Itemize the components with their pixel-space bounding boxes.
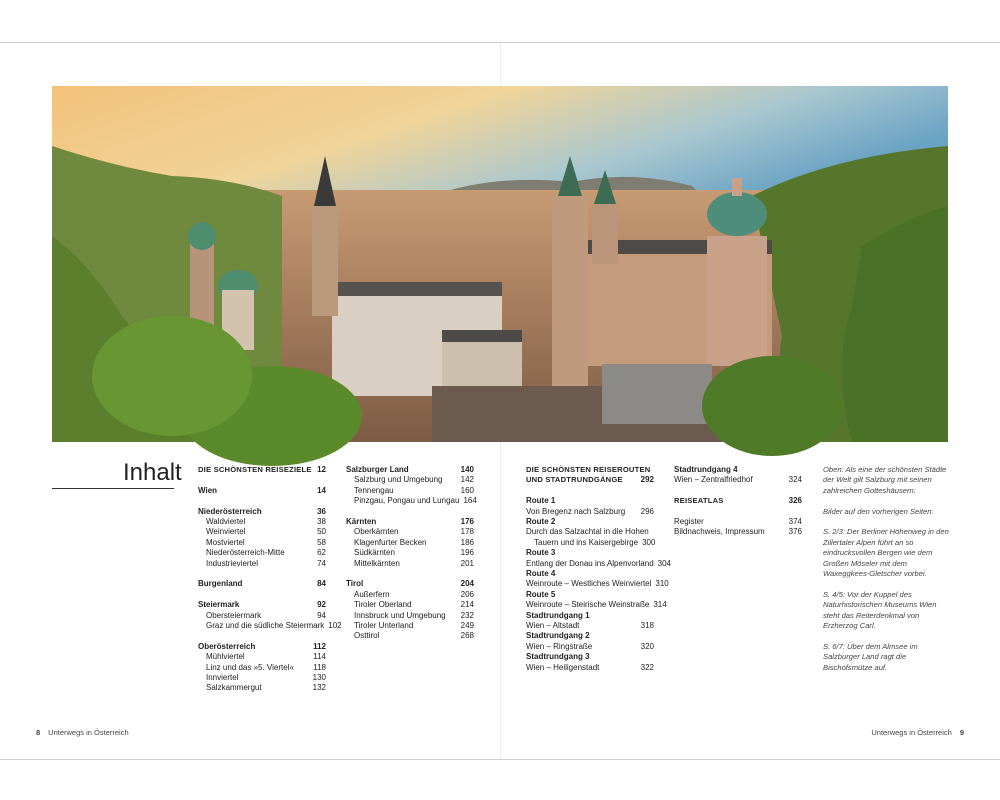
toc-entry-label: REISEATLAS: [674, 496, 724, 506]
toc-entry-page: 132: [312, 683, 326, 693]
toc-spacer: [526, 486, 654, 496]
toc-entry-label: DIE SCHÖNSTEN REISEROUTEN: [526, 465, 651, 474]
caption-paragraph: S. 4/5: Vor der Kuppel des Naturhistorischen Museums Wien steht das Reiterdenkmal von Erzherzog Carl.: [823, 589, 937, 631]
toc-entry-label: Route 4: [526, 569, 556, 579]
toc-entry[interactable]: [346, 496, 477, 506]
toc-spacer: [198, 631, 326, 641]
title-rule: [52, 488, 174, 489]
toc-entry-page: 74: [317, 558, 326, 568]
toc-entry-label: Mühlviertel: [206, 652, 245, 662]
toc-spacer: [674, 507, 802, 517]
toc-entry[interactable]: [198, 527, 326, 537]
toc-entry-label: Stadtrundgang 4: [674, 465, 738, 474]
toc-entry[interactable]: [198, 683, 326, 693]
toc-entry-page: 62: [317, 548, 326, 558]
toc-entry[interactable]: [526, 600, 667, 610]
toc-entry-page: 268: [460, 631, 474, 641]
toc-entry-label: DIE SCHÖNSTEN REISEZIELE: [198, 465, 312, 474]
toc-entry-page: 84: [317, 579, 326, 589]
toc-entry-label: Stadtrundgang 2: [526, 631, 590, 641]
toc-entry[interactable]: [198, 548, 326, 558]
toc-entry[interactable]: [346, 465, 474, 475]
toc-entry-label: Route 2: [526, 517, 556, 527]
toc-spacer: [198, 475, 326, 485]
toc-entry-label: Bildnachweis, Impressum: [674, 527, 765, 537]
toc-entry[interactable]: [526, 507, 654, 517]
toc-spacer: [346, 507, 474, 517]
toc-entry-page: 38: [317, 517, 326, 526]
salzburg-panorama-photo: [52, 86, 948, 442]
toc-entry-page: 130: [312, 673, 326, 683]
toc-entry-page: 300: [642, 537, 656, 547]
toc-entry-label: Osttirol: [354, 631, 380, 641]
footer-left: [36, 728, 129, 737]
toc-entry-label: Tauern und ins Kaisergebirge: [534, 537, 639, 547]
book-spread: [0, 42, 1000, 760]
toc-entry[interactable]: [526, 621, 654, 631]
toc-entry[interactable]: [198, 507, 326, 517]
toc-entry-page: 201: [460, 558, 474, 568]
toc-entry-label: Obersteiermark: [206, 610, 262, 620]
toc-entry-label: Niederösterreich: [198, 506, 262, 516]
toc-entry[interactable]: [526, 663, 654, 673]
toc-entry-page: 314: [653, 600, 667, 610]
toc-entry[interactable]: [346, 527, 474, 537]
toc-entry[interactable]: [526, 527, 654, 537]
toc-entry-page: 322: [640, 662, 654, 672]
photo-captions: [823, 465, 951, 683]
toc-entry-page: [650, 611, 654, 621]
toc-entry-page: 176: [460, 517, 474, 527]
toc-entry-page: 178: [460, 527, 474, 537]
toc-entry-label: Wien – Altstadt: [526, 621, 580, 631]
caption-paragraph: Bilder auf den vorherigen Seiten:: [823, 506, 934, 516]
toc-entry[interactable]: [346, 631, 474, 641]
toc-entry-label: Salzkammergut: [206, 683, 262, 693]
toc-entry-page: 318: [640, 621, 654, 631]
toc-entry[interactable]: [526, 496, 654, 506]
toc-entry-page: 186: [460, 537, 474, 547]
toc-entry-page: [650, 569, 654, 579]
toc-entry-page: 326: [788, 496, 802, 506]
toc-entry[interactable]: [198, 538, 326, 548]
toc-entry-label: Niederösterreich-Mitte: [206, 548, 285, 558]
toc-entry[interactable]: [198, 559, 326, 569]
toc-entry[interactable]: [526, 631, 654, 641]
toc-entry-label: Tennengau: [354, 485, 394, 495]
toc-entry-label: Tiroler Oberland: [354, 600, 412, 610]
toc-entry-label: Wien – Zentralfriedhof: [674, 475, 753, 485]
toc-entry-label: Durch das Salzachtal in die Hohen: [526, 527, 649, 537]
toc-entry-page: 310: [655, 579, 669, 589]
toc-entry-page: [650, 631, 654, 641]
toc-entry[interactable]: [526, 548, 654, 558]
toc-entry[interactable]: [346, 548, 474, 558]
toc-entry-page: 112: [313, 641, 326, 651]
toc-entry-page: 142: [460, 475, 474, 485]
toc-entry-label: Route 5: [526, 589, 556, 599]
toc-entry[interactable]: [346, 579, 474, 589]
toc-entry[interactable]: [526, 558, 672, 569]
toc-entry[interactable]: [346, 475, 474, 485]
toc-entry[interactable]: [526, 611, 654, 621]
toc-entry-page: 164: [463, 496, 477, 506]
toc-entry-label: Route 3: [526, 548, 556, 558]
toc-entry-label: Kärnten: [346, 517, 377, 527]
toc-entry[interactable]: [346, 559, 474, 569]
right-running-title: Unterwegs in Österreich: [871, 728, 952, 737]
toc-entry[interactable]: [674, 465, 802, 475]
toc-entry-page: 249: [460, 621, 474, 631]
toc-entry-page: 376: [788, 527, 802, 537]
toc-column-4: [674, 465, 802, 538]
toc-entry-label: Klagenfurter Becken: [354, 537, 427, 547]
toc-entry-label: Salzburger Land: [346, 465, 409, 474]
toc-entry-page: 374: [788, 517, 802, 526]
toc-entry-page: 14: [317, 485, 326, 495]
toc-entry-label: Innsbruck und Umgebung: [354, 610, 446, 620]
toc-entry[interactable]: [526, 538, 654, 548]
toc-entry-label: Wien – Ringstraße: [526, 641, 593, 651]
toc-entry-label: Burgenland: [198, 579, 243, 589]
toc-entry-page: 304: [657, 558, 672, 568]
toc-entry[interactable]: [346, 517, 474, 527]
toc-entry[interactable]: [674, 527, 802, 537]
toc-entry[interactable]: [198, 465, 326, 475]
toc-entry[interactable]: [526, 569, 654, 579]
toc-entry-page: 292: [640, 475, 654, 485]
toc-entry-page: 232: [460, 610, 474, 620]
toc-entry-label: Pinzgau, Pongau und Lungau: [354, 496, 460, 506]
toc-entry-page: 206: [460, 589, 474, 599]
toc-entry-page: 214: [460, 600, 474, 610]
toc-entry-label: Mostviertel: [206, 537, 245, 547]
toc-entry[interactable]: [198, 611, 326, 621]
toc-entry[interactable]: [674, 517, 802, 527]
toc-title: Inhalt: [123, 459, 182, 486]
toc-entry-page: 296: [640, 506, 654, 516]
toc-entry-label: Weinroute – Westliches Weinviertel: [526, 579, 652, 589]
footer-right: [871, 728, 964, 737]
toc-entry-page: 102: [328, 621, 342, 631]
left-page-number: 8: [36, 728, 41, 737]
toc-entry-page: 36: [317, 506, 326, 516]
toc-spacer: [674, 486, 802, 496]
toc-entry[interactable]: [198, 621, 342, 631]
toc-entry-label: Linz und das »5. Viertel«: [206, 662, 294, 672]
toc-entry[interactable]: [526, 465, 654, 475]
toc-entry-label: Tiroler Unterland: [354, 621, 414, 631]
toc-entry[interactable]: [198, 652, 326, 662]
toc-entry-page: 50: [317, 527, 326, 537]
toc-entry-label: Route 1: [526, 496, 556, 506]
toc-entry[interactable]: [198, 486, 326, 496]
toc-entry-page: [650, 517, 654, 527]
toc-entry-label: Von Bregenz nach Salzburg: [526, 506, 626, 516]
toc-entry-label: Weinroute – Steirische Weinstraße: [526, 600, 650, 610]
toc-entry[interactable]: [674, 496, 802, 506]
toc-entry-page: 204: [460, 579, 474, 589]
toc-entry-page: 58: [317, 537, 326, 547]
toc-spacer: [198, 590, 326, 600]
toc-entry-page: [650, 496, 654, 506]
toc-entry-label: Register: [674, 517, 704, 526]
toc-entry[interactable]: [526, 517, 654, 527]
toc-entry-label: Industrieviertel: [206, 558, 259, 568]
caption-paragraph: Oben: Als eine der schönsten Städte der Welt gilt Salzburg mit seinen zahlreichen Gotteshäusern.: [823, 465, 947, 495]
toc-entry-page: [650, 548, 654, 558]
toc-column-2: [346, 465, 477, 642]
toc-entry-label: Salzburg und Umgebung: [354, 475, 443, 485]
toc-entry-page: 196: [460, 548, 474, 558]
toc-entry-label: Waldviertel: [206, 517, 246, 526]
toc-entry-label: Oberösterreich: [198, 641, 256, 651]
toc-entry-page: [798, 465, 802, 475]
toc-entry-page: [650, 527, 654, 537]
toc-entry-label: UND STADTRUNDGÄNGE: [526, 475, 623, 485]
toc-entry[interactable]: [346, 538, 474, 548]
toc-entry-page: [650, 590, 654, 600]
toc-entry[interactable]: [526, 652, 654, 662]
caption-paragraph: S. 2/3: Der Berliner Höhenweg in den Zillertaler Alpen führt an so eindrucksvollen Bergen wie dem Großen Möseler mit dem Waxeggkees-Gletscher vorbei.: [823, 527, 949, 579]
toc-entry-label: Südkärnten: [354, 548, 395, 558]
toc-entry-page: 140: [460, 465, 474, 474]
right-page-number: 9: [959, 728, 964, 737]
toc-entry-page: 118: [313, 662, 326, 672]
toc-entry-page: 324: [788, 475, 802, 485]
toc-entry[interactable]: [346, 486, 474, 496]
toc-entry-page: 12: [317, 465, 326, 474]
toc-entry-page: 320: [640, 641, 654, 651]
toc-entry-label: Mittelkärnten: [354, 558, 400, 568]
toc-entry[interactable]: [526, 579, 669, 589]
toc-entry-page: [650, 465, 654, 475]
toc-entry-label: Innviertel: [206, 673, 239, 683]
toc-entry[interactable]: [674, 475, 802, 485]
toc-spacer: [198, 496, 326, 506]
toc-entry-page: 160: [460, 485, 474, 495]
toc-entry-page: 92: [317, 600, 326, 610]
toc-entry[interactable]: [198, 642, 326, 652]
toc-entry[interactable]: [346, 600, 474, 610]
toc-entry[interactable]: [526, 642, 654, 652]
toc-entry-label: Wien – Heiligenstadt: [526, 662, 600, 672]
toc-spacer: [198, 569, 326, 579]
left-running-title: Unterwegs in Österreich: [48, 728, 129, 737]
toc-entry[interactable]: [346, 590, 474, 600]
toc-entry-label: Entlang der Donau ins Alpenvorland: [526, 558, 654, 568]
toc-column-1: [198, 465, 342, 694]
caption-paragraph: S. 6/7: Über dem Almsee im Salzburger Land ragt die Bischofsmütze auf.: [823, 641, 918, 672]
toc-entry[interactable]: [198, 673, 326, 683]
toc-entry[interactable]: [198, 663, 326, 673]
toc-entry[interactable]: [526, 590, 654, 600]
toc-entry[interactable]: [198, 517, 326, 527]
toc-entry[interactable]: [198, 579, 326, 589]
toc-entry-label: Weinviertel: [206, 527, 246, 537]
toc-entry-label: Oberkärnten: [354, 527, 399, 537]
toc-entry-page: [650, 652, 654, 662]
toc-column-3: [526, 465, 672, 673]
toc-entry[interactable]: [346, 611, 474, 621]
toc-entry[interactable]: [198, 600, 326, 610]
toc-entry[interactable]: [526, 475, 654, 485]
toc-entry-label: Graz und die südliche Steiermark: [206, 621, 325, 631]
toc-entry-label: Außerfern: [354, 589, 390, 599]
toc-entry[interactable]: [346, 621, 474, 631]
toc-entry-label: Tirol: [346, 579, 364, 589]
toc-entry-label: Stadtrundgang 3: [526, 652, 590, 662]
toc-entry-label: Wien: [198, 485, 218, 495]
toc-entry-label: Steiermark: [198, 600, 240, 610]
toc-entry-page: 94: [317, 610, 326, 620]
toc-entry-page: 114: [313, 652, 326, 662]
toc-entry-label: Stadtrundgang 1: [526, 610, 590, 620]
toc-spacer: [346, 569, 474, 579]
